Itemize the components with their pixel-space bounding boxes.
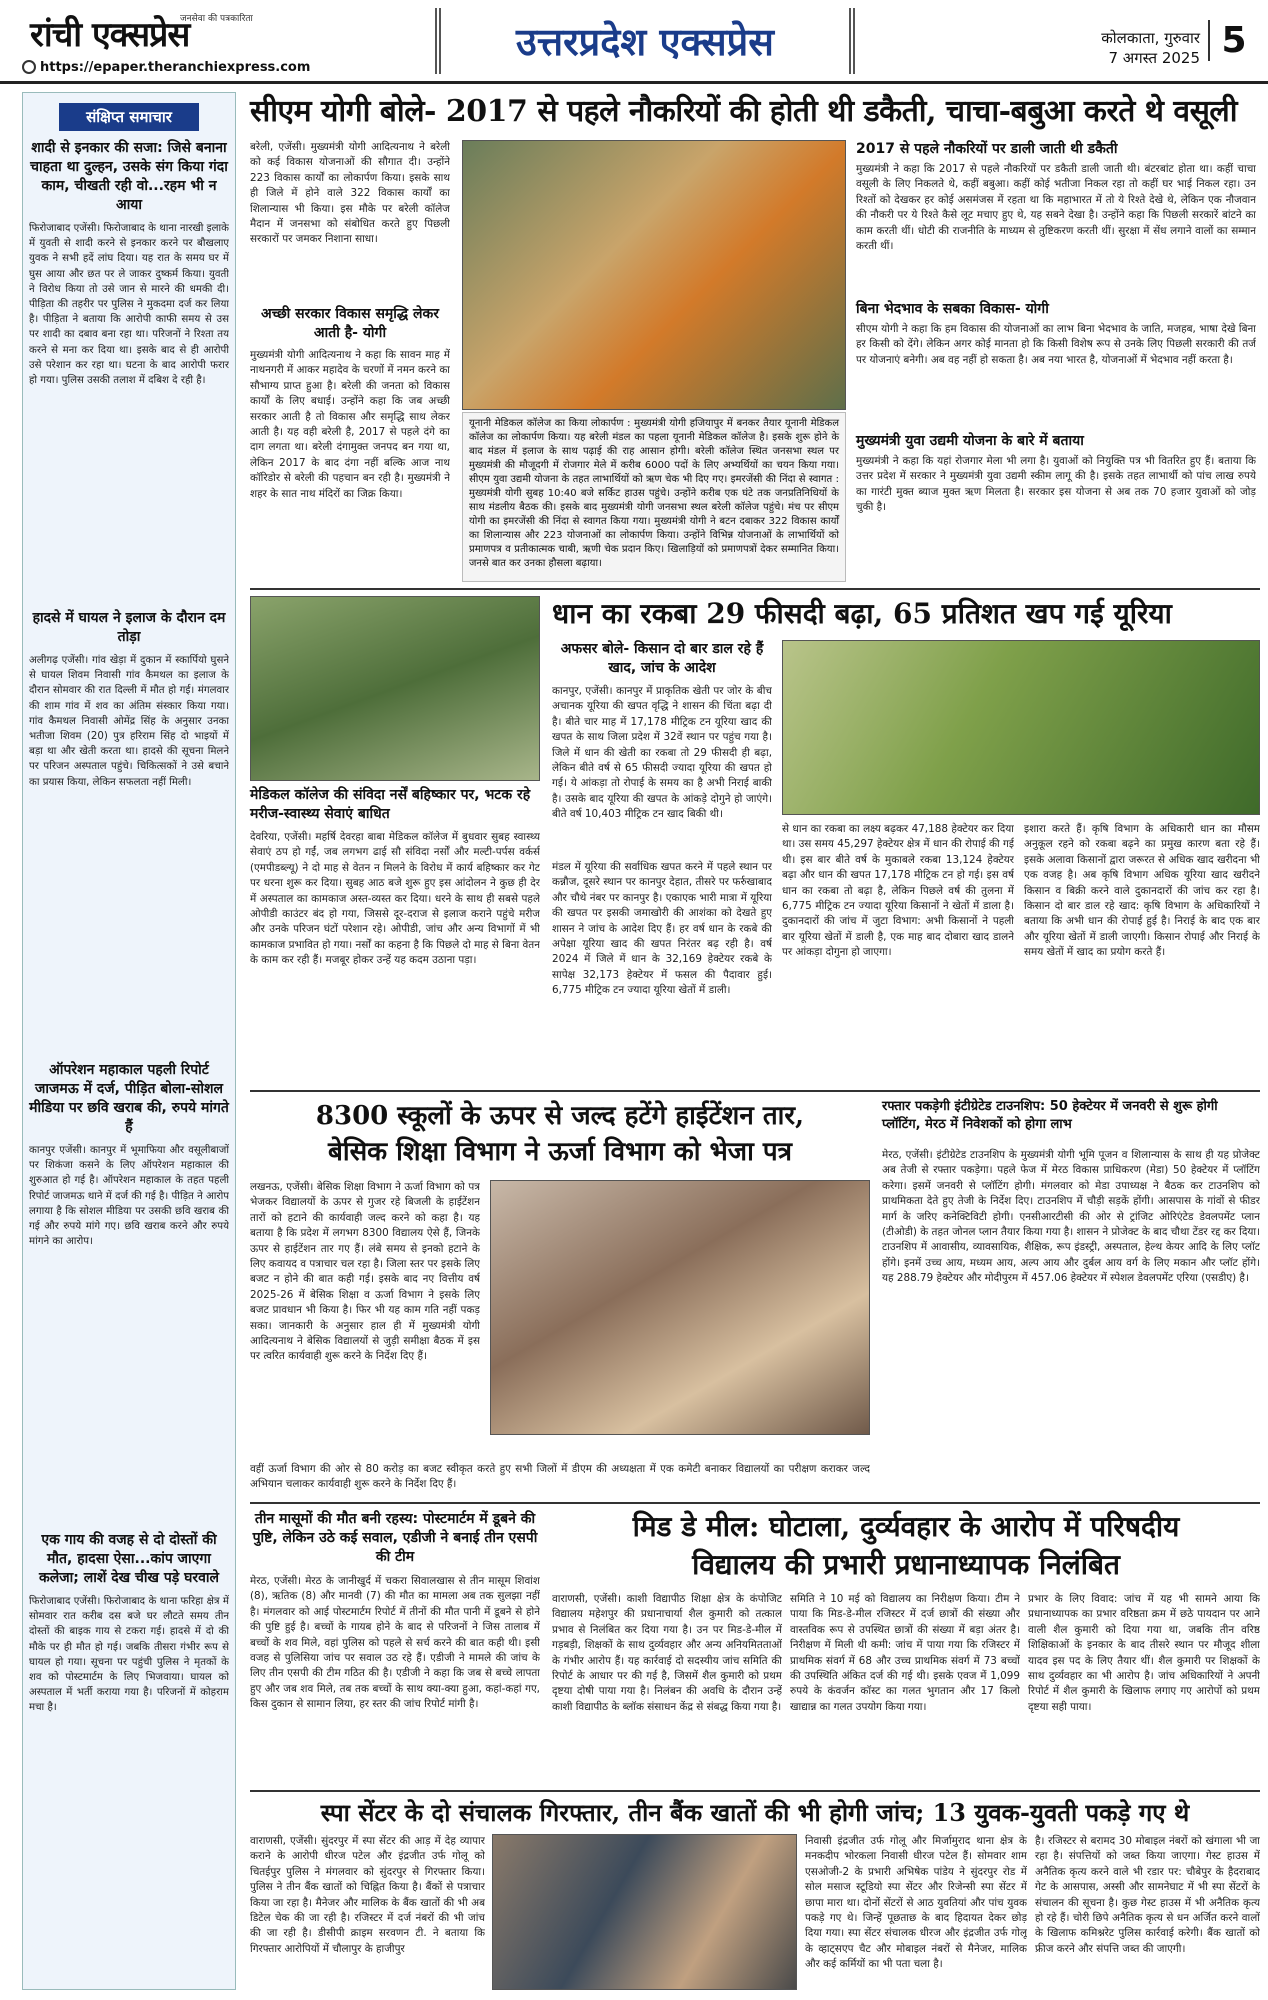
- paddy-headline: धान का रकबा 29 फीसदी बढ़ा, 65 प्रतिशत खप गई यूरिया: [552, 597, 1172, 630]
- sidebar-heading: संक्षिप्त समाचार: [59, 103, 199, 131]
- midday-headline-1: मिड डे मील: घोटाला, दुर्व्यवहार के आरोप में परिषदीय: [632, 1510, 1180, 1543]
- dateline: [1040, 28, 1200, 68]
- cm-yogi-photo: [462, 140, 846, 410]
- nurses-protest-photo: [250, 596, 540, 781]
- schools-body: लखनऊ, एजेंसी। बेसिक शिक्षा विभाग ने ऊर्जा विभाग को पत्र भेजकर विद्यालयों के ऊपर से गुजर रहे बिजली के हाईटेंशन तारों को हटाने की कार्यवाही जल्द करने को कहा है। यह बताया है कि प्रदेश में लगभग 8300 विद्यालय ऐसे हैं, जिनके ऊपर से हाईटेंशन तार गए हैं। लंबे समय से इनको हटाने के लिए कवायद व पत्राचार चल रहा है। जिला स्तर पर इसके लिए बजट न होने की बात कही गई। इसके बाद नए वित्तीय वर्ष 2025-26 में बेसिक शिक्षा व ऊर्जा विभाग ने इसके लिए बजट प्रावधान भी किया है। फिर भी यह काम गति नहीं पकड़ सका। जानकारी के अनुसार हाल ही में मुख्यमंत्री योगी आदित्यनाथ ने बेसिक विद्यालयों से जुड़ी समीक्षा बैठक में इस पर त्वरित कार्यवाही शुरू करने के निर्देश दिए हैं।: [250, 1181, 480, 1363]
- spa-body-2: निवासी इंद्रजीत उर्फ गोलू और मिर्जामुराद थाना क्षेत्र के मनकदीप भोरकला निवासी धीरज पटेल हैं। सोमवार शाम एसओजी-2 के प्रभारी अभिषेक पांडेय ने सुंदरपुर रोड में सोल मसाज स्टूडियो स्पा सेंटर और रिजेन्सी स्पा सेंटर में छापा मारा था। दोनों सेंटरों से आठ युवतियां और पांच युवक पकड़े गए थे। जिन्हें पूछताछ के बाद हिदायत देकर छोड़ दिया गया। स्पा सेंटर संचालक धीरज और इंद्रजीत उर्फ गोलू के व्हाट्सएप चैट और मोबाइल नंबरों से मैनेजर, मालिक और कई कर्मियों का भी पता चला है।: [805, 1835, 1027, 1971]
- paddy-body-3: से धान का रकबा का लक्ष्य बढ़कर 47,188 हेक्टेयर कर दिया था। उस समय 45,297 हेक्टेयर क्षेत्र में धान की रोपाई की गई थी। इस बार बीते वर्ष के मुकाबले रकबा 13,124 हेक्टेयर बढ़ा और धान की खपत 17,178 मीट्रिक टन हो गई। इस वर्ष धान का रकबा तो बढ़ा है, लेकिन पिछले वर्ष की तुलना में 6,775 मीट्रिक टन ज्यादा यूरिया किसानों ने खेतों में डाला है। दुकानदारों की जांच में जुटा विभाग: अभी किसानों ने पहली बार यूरिया खेतों में डाली है, एक माह बाद दोबारा खाद डालने पर आंकड़ा दोगुना हो जाएगा।: [782, 823, 1014, 959]
- township-body: मेरठ, एजेंसी। इंटीग्रेटेड टाउनशिप के मुख्यमंत्री योगी भूमि पूजन व शिलान्यास के साथ ही यह प्रोजेक्ट अब तेजी से रफ्तार पकड़ेगा। पहले फेज में मेरठ विकास प्राधिकरण (मेडा) 50 हेक्टेयर में प्लॉटिंग करेगा। इसमें जनवरी से प्लॉटिंग होगी। मंगलवार को मेडा उपाध्यक्ष ने बैठक कर टाउनशिप को प्राथमिकता देते हुए तेजी के निर्देश दिए। टाउनशिप में चौड़ी सड़कें होंगी। आसपास के गांवों से फीडर मार्ग के जरिए कनेक्टिविटी होगी। एनसीआरटीसी की ओर से ट्रांजिट ओरिएंटेड डेवलपमेंट प्लान (टीओडी) के तहत जोनल प्लान तैयार किया गया है। शासन ने प्रोजेक्ट के बाद चौथा टेंडर रद्द कर दिया। टाउनशिप में आवासीय, व्यावसायिक, शैक्षिक, रूप इंडस्ट्री, अस्पताल, हेल्थ केयर आदि के लिए प्लॉट होंगे। इनमें उच्च आय, मध्यम आय, अल्प आय और दुर्बल आय वर्ग के लिए मकान और प्लॉट होंगे। यह 288.79 हेक्टेयर और मोदीपुरम में 457.06 हेक्टेयर में स्पेशल डेवलपमेंट एरिया (एसडीए) है।: [882, 1149, 1260, 1285]
- schools-footer-line: वहीं ऊर्जा विभाग की ओर से 80 करोड़ का बजट स्वीकृत करते हुए सभी जिलों में डीएम की अध्यक्षता में एक कमेटी बनाकर विद्यालयों का परीक्षण कराकर जल्द अभियान चलाकर कार्यवाही शुरू करने के निर्देश दिए हैं।: [250, 1463, 870, 1491]
- sidebar-story4-title: एक गाय की वजह से दो दोस्तों की मौत, हादसा ऐसा...कांप जाएगा कलेजा; लाशें देख चीख पड़े घरवाले: [38, 1532, 220, 1586]
- lead-photo-caption: यूनानी मेडिकल कॉलेज का किया लोकार्पण : मुख्यमंत्री योगी हजियापुर में बनकर तैयार यूनानी मेडिकल कॉलेज का लोकार्पण किया। यह बरेली मंडल का पहला यूनानी मेडिकल कॉलेज है। इसके शुरू होने के बाद मंडल में इलाज के साथ पढ़ाई की राह आसान होगी। बरेली कॉलेज स्थित जनसभा स्थल पर मुख्यमंत्री की मौजूदगी में रोजगार मेले में करीब 6000 पदों के लिए अभ्यर्थियों का चयन किया गया। सीएम युवा उद्यमी योजना के तहत लाभार्थियों को ऋण चेक भी दिए गए। इमरजेंसी की निंदा से स्वागत : मुख्यमंत्री योगी सुबह 10:40 बजे सर्किट हाउस पहुंचे। उन्होंने करीब एक घंटे तक जनप्रतिनिधियों के साथ मंडलीय बैठक की। इसके बाद मुख्यमंत्री योगी जनसभा स्थल बरेली कॉलेज पहुंचे। मंच पर सीएम योगी का इमरजेंसी की निंदा से स्वागत किया गया। मुख्यमंत्री योगी ने बटन दबाकर 322 विकास कार्यों का शिलान्यास और 223 योजनाओं का लोकार्पण किया। उन्होंने विभिन्न योजनाओं के लाभार्थियों को प्रमाणपत्र व प्रतीकात्मक चाबी, ऋणी चेक प्रदान किए। खिलाड़ियों को प्रमाणपत्रों देकर सम्मानित किया। जनसे बात कर उनका हौसला बढ़ाया।: [462, 412, 846, 582]
- sidebar-story1-body: फिरोजाबाद एजेंसी। फिरोजाबाद के थाना नारखी इलाके में युवती से शादी करने से इनकार करने पर बौखलाए युवक ने सभी हदें लांघ दिया। यह रात के समय घर में घुस आया और छत पर ले जाकर दुष्कर्म किया। युवती ने विरोध किया तो उसे जान से मारने की धमकी दी। पीड़िता की तहरीर पर पुलिस ने मुकदमा दर्ज कर लिया है। पीड़िता ने बताया कि आरोपी काफी समय से उस पर शादी का दबाव बना रहा था। परिजनों ने रिश्ता तय करने से मना कर दिया था। इसके बाद से ही आरोपी उसे परेशान कर रहा था। घटना के बाद आरोपी फरार हो गया। पुलिस उसकी तलाश में दबिश दे रही है।: [29, 223, 229, 387]
- children-headline: तीन मासूमों की मौत बनी रहस्य: पोस्टमार्टम में डूबने की पुष्टि, लेकिन उठे कई सवाल, एडीजी ने बनाई तीन एसपी की टीम: [252, 1511, 538, 1565]
- paddy-subhead: अफसर बोले- किसान दो बार डाल रहे हैं खाद, जांच के आदेश: [560, 641, 764, 676]
- sidebar-story4-body: फिरोजाबाद एजेंसी। फिरोजाबाद के थाना फरिहा क्षेत्र में सोमवार रात करीब दस बजे घर लौटते समय तीन दोस्तों की बाइक गाय से टकरा गई। हादसे में दो की मौके पर ही मौत हो गई। जबकि तीसरा गंभीर रूप से घायल हो गया। सूचना पर पहुंची पुलिस ने मृतकों के शव को पोस्टमार्टम के लिए भिजवाया। घायल को अस्पताल में भर्ती कराया गया है। परिजनों में कोहराम मचा है।: [29, 1596, 229, 1714]
- lead-subhead-1: अच्छी सरकार विकास समृद्धि लेकर आती है- योगी: [261, 306, 439, 341]
- issue-date: 7 अगस्त 2025: [1108, 49, 1200, 67]
- sidebar-brief-news: [22, 92, 236, 1990]
- midday-body-1: वाराणसी, एजेंसी। काशी विद्यापीठ शिक्षा क्षेत्र के कंपोजिट विद्यालय महेशपुर की प्रधानाचार्या शैल कुमारी को तत्काल प्रभाव से निलंबित कर दिया गया है। उन पर मिड-डे-मील में गड़बड़ी, शिक्षकों के साथ दुर्व्यवहार और अन्य अनियमितताओं के गंभीर आरोप हैं। यह कार्रवाई दो सदस्यीय जांच समिति की रिपोर्ट के आधार पर की गई है, जिसमें शैल कुमारी को प्रथम दृष्टया दोषी पाया गया है। निलंबन की अवधि के दौरान उन्हें काशी विद्यापीठ के ब्लॉक संसाधन केंद्र से संबद्ध किया गया है।: [552, 1593, 782, 1713]
- lead-body-1: बरेली, एजेंसी। मुख्यमंत्री योगी आदित्यनाथ ने बरेली को कई विकास योजनाओं की सौगात दी। उन्होंने 223 विकास कार्यों का लोकार्पण किया। इसके साथ ही जिले में होने वाले 322 विकास कार्यों का शिलान्यास भी किया। इस मौके पर बरेली कॉलेज मैदान में जनसभा को संबोधित करते हुए पिछली सरकारों पर जमकर निशाना साधा।: [250, 141, 450, 246]
- paddy-field-photo: [782, 640, 1260, 815]
- newspaper-logo: रांची एक्सप्रेस: [30, 15, 190, 55]
- lead-right-body-2: सीएम योगी ने कहा कि हम विकास की योजनाओं का लाभ बिना भेदभाव के जाति, मजहब, भाषा देखे बिना हर किसी को देंगे। लेकिन अगर कोई मानता हो कि किसी विशेष रूप से उनके लिए पिछली सरकारी की तर्ज पर योजनाएं बनेगी। अब वह नहीं हो सकता है। अब नया भारत है, योजनाओं में भेदभाव नहीं करता है।: [856, 323, 1256, 366]
- spa-body-1: वाराणसी, एजेंसी। सुंदरपुर में स्पा सेंटर की आड़ में देह व्यापार कराने के आरोपी धीरज पटेल और इंद्रजीत उर्फ गोलू को चितईपुर पुलिस ने मंगलवार को सुंदरपुर से गिरफ्तार किया। पुलिस ने तीन बैंक खातों को चिह्नित किया है। बैंकों से पत्राचार किया जा रहा है। मैनेजर और मालिक के बैंक खातों की भी अब डिटेल चेक की जा रही है। रजिस्टर में दर्ज नंबरों की भी जांच की जा रही है। डीसीपी क्राइम सरवणन टी. ने बताया कि गिरफ्तार आरोपियों में चौलापुर के हाजीपुर: [250, 1835, 485, 1955]
- midday-headline-2: विद्यालय की प्रभारी प्रधानाध्यापक निलंबित: [692, 1548, 1120, 1581]
- section-title: उत्तरप्रदेश एक्सप्रेस: [516, 19, 774, 64]
- children-body: मेरठ, एजेंसी। मेरठ के जानीखुर्द में चकरा सिवालखास से तीन मासूम शिवांश (8), ऋतिक (8) और मानवी (7) की मौत का मामला अब तक सुलझा नहीं है। मंगलवार को आई पोस्टमार्टम रिपोर्ट में तीनों की मौत पानी में डूबने से होने की पुष्टि हुई है। बच्चों के गायब होने के बाद से परिजनों ने जिस तालाब में बच्चों के शव मिले, वहां पुलिस को पहले से सर्च करने की बात कही थी। इसी वजह से पुलिसिया जांच पर सवाल उठ रहे हैं। एडीजी ने मामले की जांच के लिए तीन एसपी की टीम गठित की है। एडीजी ने कहा कि जब से बच्चे लापता हुए और जब शव मिले, तब तक बच्चों के साथ क्या-क्या हुआ, कहां-कहां गए, किस दुकान से सामान लिया, हर स्तर की जांच रिपोर्ट मांगी है।: [250, 1575, 540, 1711]
- lead-right-head-3: मुख्यमंत्री युवा उद्यमी योजना के बारे में बताया: [856, 433, 1084, 449]
- divider: [250, 1790, 1260, 1792]
- paddy-body-4: इशारा करते हैं। कृषि विभाग के अधिकारी धान का मौसम अनुकूल रहने को रकबा बढ़ने का प्रमुख कारण बता रहे हैं। इसके अलावा किसानों द्वारा जरूरत से अधिक खाद खरीदना भी एक वजह है। अब कृषि विभाग अधिक यूरिया खाद खरीदने किसान व बिक्री करने वाले दुकानदारों की जांच कर रहा है। किसान दो बार डाल रहे खाद: कृषि विभाग के अधिकारियों ने बताया कि अभी धान की रोपाई हुई है। निराई के बाद एक बार और यूरिया खेतों में डाली जाएगी। किसान रोपाई और निराई के समय खेतों में खाद का प्रयोग करते हैं।: [1024, 823, 1260, 959]
- logo-tagline: जनसेवा की पत्रकारिता: [180, 14, 253, 24]
- divider: [250, 588, 1260, 590]
- schools-headline-1: 8300 स्कूलों के ऊपर से जल्द हटेंगे हाईटेंशन तार,: [315, 1101, 805, 1131]
- epaper-url[interactable]: https://epaper.theranchiexpress.com: [40, 60, 311, 75]
- sidebar-story2-title: हादसे में घायल ने इलाज के दौरान दम तोड़ा: [32, 610, 226, 645]
- classroom-photo: [490, 1180, 870, 1435]
- schools-headline-2: बेसिक शिक्षा विभाग ने ऊर्जा विभाग को भेजा पत्र: [327, 1137, 792, 1167]
- lead-right-head-2: बिना भेदभाव के सबका विकास- योगी: [856, 301, 1049, 317]
- spa-body-3: है। रजिस्टर से बरामद 30 मोबाइल नंबरों को खंगाला भी जा रहा है। संपत्तियों को जब्त किया जाएगा। गेस्ट हाउस में अनैतिक कृत्य करने वाले भी रडार पर: चौबेपुर के हैदराबाद गेट के आसपास, अस्सी और सामनेघाट में भी स्पा सेंटरों के संचालन की सूचना है। कुछ गेस्ट हाउस में भी अनैतिक कृत्य हो रहे हैं। चोरी छिपे अनैतिक कृत्य से धन अर्जित करने वालों के खिलाफ कमिश्नरेट पुलिस कार्रवाई करेगी। बैंक खातों को फ्रीज करने और संपत्ति जब्त की जाएगी।: [1035, 1835, 1260, 1955]
- city-day: कोलकाता, गुरुवार: [1101, 29, 1200, 47]
- township-headline: रफ्तार पकड़ेगी इंटीग्रेटेड टाउनशिप: 50 हेक्टेयर में जनवरी से शुरू होगी प्लॉटिंग, मेरठ में निवेशकों को होगा लाभ: [882, 1099, 1218, 1132]
- paddy-body-2: मंडल में यूरिया की सर्वाधिक खपत करने में पहले स्थान पर कन्नौज, दूसरे स्थान पर कानपुर देहात, तीसरे पर फर्रुखाबाद और चौथे नंबर पर कानपुर है। एकाएक भारी मात्रा में यूरिया की खपत पर इसकी जमाखोरी की आशंका को देखते हुए शासन ने जांच के आदेश दिए हैं। हर वर्ष धान के रकबे की अपेक्षा यूरिया खाद की खपत निरंतर बढ़ रही है। वर्ष 2024 में जिले में धान के 32,169 हेक्टेयर रकबे के सापेक्ष 32,173 हेक्टेयर में फसल की पैदावार हुई। 6,775 मीट्रिक टन ज्यादा यूरिया खेतों में डाली।: [552, 861, 772, 997]
- hospital-headline: मेडिकल कॉलेज की संविदा नर्सें बहिष्कार पर, भटक रहे मरीज-स्वास्थ्य सेवाएं बाधित: [250, 787, 531, 822]
- paddy-body-1: कानपुर, एजेंसी। कानपुर में प्राकृतिक खेती पर जोर के बीच अचानक यूरिया की खपत वृद्धि ने शासन की चिंता बढ़ा दी है। बीते चार माह में 17,178 मीट्रिक टन यूरिया खाद की खपत के साथ जिला प्रदेश में 32वें स्थान पर पहुंच गया है। जिले में धान की खेती का रकबा तो 29 फीसदी ही बढ़ा, लेकिन बीते वर्ष से 65 फीसदी ज्यादा यूरिया की खपत हो गई। ये आंकड़ा तो रोपाई के समय का है अभी निराई बाकी है। उसके बाद यूरिया की खपत के आंकड़े दोगुने हो जाएंगे। बीते वर्ष 10,403 मीट्रिक टन खाद बिकी थी।: [552, 685, 772, 821]
- lead-right-body-3: मुख्यमंत्री ने कहा कि यहां रोजगार मेला भी लगा है। युवाओं को नियुक्ति पत्र भी वितरित हुए हैं। बताया कि उत्तर प्रदेश में सरकार ने मुख्यमंत्री युवा उद्यमी स्कीम लागू की है। इसके तहत लाभार्थी को पांच लाख रुपये का गारंटी मुक्त ब्याज मुक्त ऋण मिलता है। सरकार इस योजना से अब तक 70 हजार युवाओं को जोड़ चुकी है।: [856, 455, 1256, 514]
- hospital-body: देवरिया, एजेंसी। महर्षि देवरहा बाबा मेडिकल कॉलेज में बुधवार सुबह स्वास्थ्य सेवाएं ठप हो गईं, जब लगभग ढाई सौ संविदा नर्सों और मल्टी-पर्पस वर्कर्स (एमपीडब्ल्यू) ने दो माह से वेतन न मिलने के विरोध में कार्य बहिष्कार कर गेट पर धरना शुरू कर दिया। सुबह आठ बजे शुरू हुए इस आंदोलन ने कुछ ही देर में अस्पताल का कामकाज अस्त-व्यस्त कर दिया। धरने के साथ ही सबसे पहले ओपीडी काउंटर बंद हो गया, जिससे दूर-दराज से इलाज कराने पहुंचे मरीज और उनके परिजन घंटों परेशान रहे। ओपीडी, जांच और अन्य विभागों में भी कामकाज प्रभावित हो गया। नर्सों का कहना है कि पिछले दो माह से बिना वेतन के काम कर रही हैं। मजबूर होकर उन्हें यह कदम उठाना पड़ा।: [250, 831, 540, 967]
- divider: [250, 1090, 1260, 1092]
- midday-body-2: समिति ने 10 मई को विद्यालय का निरीक्षण किया। टीम ने पाया कि मिड-डे-मील रजिस्टर में दर्ज छात्रों की संख्या और वास्तविक रूप से उपस्थित छात्रों की संख्या में बड़ा अंतर है। निरीक्षण में मिली थी कमी: जांच में पाया गया कि रजिस्टर में प्राथमिक संवर्ग में 68 और उच्च प्राथमिक संवर्ग में 73 बच्चों की उपस्थिति अंकित दर्ज की गई थी। इसके एवज में 1,099 रुपये के कंवर्जन कॉस्ट का गलत भुगतान और 17 किलो खाद्यान्न का गलत उपयोग किया गया।: [790, 1593, 1020, 1713]
- sidebar-story3-title: ऑपरेशन महाकाल पहली रिपोर्ट जाजमऊ में दर्ज, पीड़ित बोला-सोशल मीडिया पर छवि खराब की, रुपये मांगते हैं: [29, 1062, 229, 1135]
- midday-body-3: प्रभार के लिए विवाद: जांच में यह भी सामने आया कि प्रधानाध्यापक का प्रभार वरिष्ठता क्रम में छठे पायदान पर आने वाली शैल कुमारी को दिया गया था, जबकि तीन वरिष्ठ शिक्षिकाओं के इनकार के बाद तीसरे स्थान पर मौजूद शीला यादव इस पद के लिए तैयार थीं। शैल कुमारी पर शिक्षकों के साथ दुर्व्यवहार का भी आरोप है। जांच अधिकारियों ने अपनी रिपोर्ट में शैल कुमारी के खिलाफ लगाए गए आरोपों को प्रथम दृष्टया सही पाया।: [1028, 1593, 1260, 1713]
- lead-headline: सीएम योगी बोले- 2017 से पहले नौकरियों की होती थी डकैती, चाचा-बबुआ करते थे वसूली: [250, 94, 1237, 129]
- page-number: 5: [1208, 20, 1258, 61]
- lead-right-body-1: मुख्यमंत्री ने कहा कि 2017 से पहले नौकरियों पर डकैती डाली जाती थी। बंटरबांट होता था। कहीं चाचा वसूली के लिए निकलते थे, कहीं बबुआ। कहीं कोई भतीजा निकल रहा तो कहीं घर भाई निकल रहा। उन रिश्तों को देखकर हर कोई असमंजस में रहता था कि महाभारत में तो ये रिश्ते देखे थे, लेकिन एक नौजवान की नौकरी पर ये रिश्ते कैसे लूट मचाए हुए थे, यह सबने देखा है। उन्होंने कहा कि पिछली सरकारें बांटने का काम करती थीं। धोटी की राजनीति के माध्यम से तुष्टिकरण करती थीं। सुरक्षा में सेंध लगाने वालों का सम्मान करती थीं।: [856, 163, 1256, 253]
- spa-headline: स्पा सेंटर के दो संचालक गिरफ्तार, तीन बैंक खातों की भी होगी जांच; 13 युवक-युवती पकड़े गए थे: [320, 1798, 1190, 1827]
- section-banner: [435, 8, 855, 74]
- sidebar-story2-body: अलीगढ़ एजेंसी। गांव खेड़ा में दुकान में स्कार्पियो घुसने से घायल शिवम निवासी गांव कैमथल का इलाज के दौरान सोमवार की रात दिल्ली में मौत हो गई। मंगलवार की शाम गांव में शव का अंतिम संस्कार किया गया। गांव कैमथल निवासी ओमेंद्र सिंह के अनुसार उनका भतीजा शिवम (20) पुत्र हरिराम सिंह दो भाइयों में बड़ा था और खेती करता था। हादसे की सूचना मिलने पर परिजन अस्पताल पहुंचे। चिकित्सकों ने उसे बचाने का प्रयास किया, लेकिन सफलता नहीं मिली।: [29, 655, 229, 788]
- lead-right-head-1: 2017 से पहले नौकरियों पर डाली जाती थी डकैती: [856, 141, 1118, 157]
- sidebar-story3-body: कानपुर एजेंसी। कानपुर में भूमाफिया और वसूलीबाजों पर शिकंजा कसने के लिए ऑपरेशन महाकाल की शुरुआत हो गई है। ऑपरेशन महाकाल के तहत पहली रिपोर्ट जाजमऊ थाने में दर्ज की गई है। पीड़ित ने आरोप लगाया है कि सोशल मीडिया पर उसकी छवि खराब की गई और रुपये मांगे गए। छवि खराब करने और रुपये मांगने का आरोप।: [29, 1145, 229, 1248]
- sidebar-story1-title: शादी से इनकार की सजा: जिसे बनाना चाहता था दुल्हन, उसके संग किया गंदा काम, चीखती रही वो...रहम भी न आया: [30, 140, 228, 213]
- lead-body-2: मुख्यमंत्री योगी आदित्यनाथ ने कहा कि सावन माह में नाथनगरी में आकर महादेव के चरणों में नमन करने का सौभाग्य प्राप्त हुआ है। बरेली की जनता को विकास कार्यों के लिए बधाई। उन्होंने कहा कि जब अच्छी सरकार आती है तो विकास और समृद्धि साथ लेकर आती है। यह वही बरेली है, 2017 से पहले दंगे का दाग लगता था। बरेली दंगामुक्त जनपद बन गया था, लेकिन 2017 के बाद दंगा नहीं बल्कि आज नाथ कॉरिडोर से बरेली की पहचान बन रही है। मुख्यमंत्री ने शहर के सात नाथ मंदिरों का जिक्र किया।: [250, 349, 450, 500]
- globe-icon: [22, 60, 36, 74]
- spa-arrest-photo: [492, 1834, 797, 1990]
- divider: [250, 1502, 1260, 1504]
